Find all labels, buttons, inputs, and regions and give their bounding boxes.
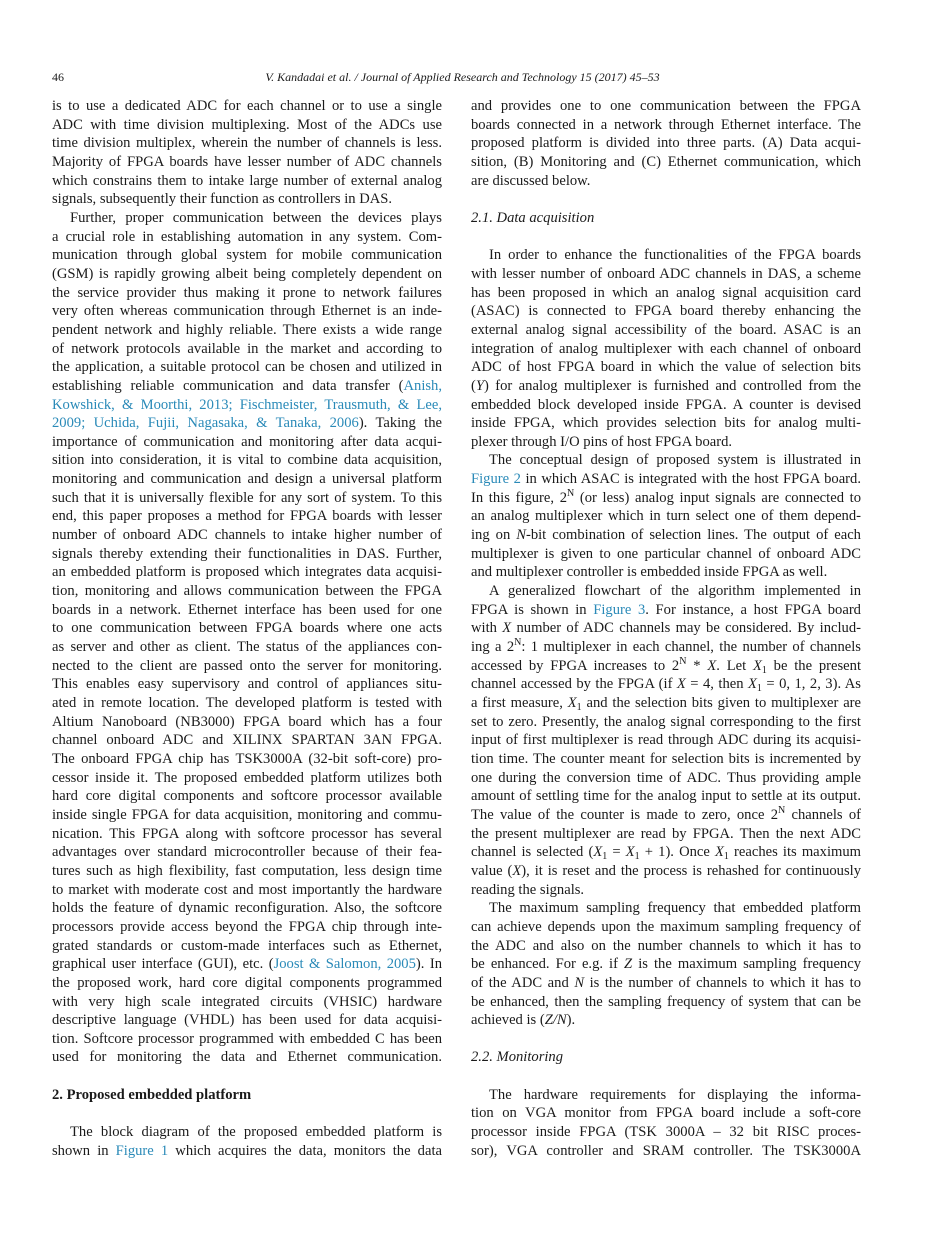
text-segment: of the ADC and — [471, 974, 575, 991]
text-line: integration of analog multiplexer with each channel of onboard — [471, 340, 861, 357]
paragraph — [471, 899, 861, 1030]
text-line — [471, 955, 861, 974]
math-symbol: X — [625, 844, 635, 861]
text-segment: channel accessed by the FPGA (if — [471, 676, 677, 693]
text-line: boards in a network. Ethernet interface has been used for one — [52, 601, 442, 618]
right-column — [471, 97, 861, 1160]
text-segment: establishing reliable communication and data transfer ( — [52, 377, 404, 394]
text-segment: In this figure, 2 — [471, 489, 567, 506]
text-line: signals, subsequently their function as controllers in DAS. — [52, 191, 393, 208]
text-segment: ing on — [471, 527, 517, 544]
text-line: holds the feature of dynamic reconfiguration. Also, the softcore — [52, 900, 442, 917]
text-line: munication through global system for mobile communication — [52, 247, 442, 264]
text-line — [471, 526, 861, 545]
math-symbol: X — [512, 862, 522, 879]
text-line: be enhanced, then the sampling frequency of system that can be — [471, 993, 861, 1010]
text-line: grated standards or custom-made interfaces such as Ethernet, — [52, 937, 442, 954]
text-line: embedded block developed inside FPGA. A counter is devised — [471, 396, 861, 413]
text-line: which constrains them to intake large number of external analog — [52, 172, 442, 189]
text-line: The maximum sampling frequency that embedded platform — [489, 900, 861, 917]
text-line — [471, 619, 861, 638]
text-line — [471, 862, 861, 881]
text-line: to one communication between FPGA boards where one acts — [52, 620, 442, 637]
text-segment: and the selection bits given to multiplexer are — [581, 695, 862, 711]
math-symbol: 1 — [634, 851, 640, 863]
text-segment: graphical user interface (GUI), etc. ( — [52, 956, 274, 973]
text-segment: = 4, then — [685, 676, 748, 693]
citation-link[interactable]: Joost & Salomon, 2005 — [273, 956, 416, 973]
text-line — [471, 657, 861, 676]
paragraph — [471, 582, 861, 899]
text-line: used for monitoring the data and Ethernet communication. — [52, 1049, 442, 1066]
math-symbol: X — [567, 695, 577, 711]
math-symbol: Z — [624, 956, 633, 973]
text-segment: number of ADC channels may be considered. By includ- — [511, 620, 861, 637]
text-line: tion time. The counter meant for selection bits is incremented by — [471, 750, 861, 767]
text-line: with lesser number of onboard ADC channels in DAS, a scheme — [471, 265, 861, 282]
text-segment: is the number of channels to which it has to — [584, 974, 861, 991]
text-segment: . For instance, a host FPGA board — [645, 601, 861, 618]
text-line: channel onboard ADC and XILINX SPARTAN 3AN FPGA. — [52, 732, 442, 749]
math-symbol: N — [567, 487, 575, 499]
page-number: 46 — [52, 70, 64, 84]
text-line: hard core digital components and softcore processor available — [52, 788, 442, 805]
math-symbol: Y — [475, 377, 484, 394]
text-line: and multiplexer controller is embedded inside FPGA as well. — [471, 564, 828, 581]
text-line: tion. Softcore processor programmed with embedded C has been — [52, 1030, 442, 1047]
text-line: The onboard FPGA chip has TSK3000A (32-bit soft-core) pro- — [52, 750, 442, 767]
paragraph — [471, 451, 861, 582]
text-line: The block diagram of the proposed embedded platform is — [70, 1124, 442, 1141]
text-line: and provides one to one communication between the FPGA — [471, 98, 861, 114]
text-segment: reaches its maximum — [728, 844, 862, 861]
text-line — [52, 396, 442, 415]
text-segment: ). — [566, 1012, 576, 1029]
text-segment: * — [686, 657, 708, 674]
text-line: advantages over standard microcontroller because of their fea- — [52, 844, 442, 861]
text-line: A generalized flowchart of the algorithm implemented in — [489, 583, 861, 600]
text-line — [471, 974, 861, 993]
math-symbol: N — [514, 637, 522, 649]
text-segment: . Let — [716, 657, 753, 674]
math-symbol: X — [707, 657, 717, 674]
text-line: signals thereby extending their functionalities in DAS. Further, — [52, 545, 442, 562]
text-line: sor), VGA controller and SRAM controller. The TSK3000A — [471, 1142, 861, 1159]
text-line: pendent network and highly reliable. There exists a wide range — [52, 321, 442, 338]
text-line: external analog signal accessibility of the board. ASAC is an — [471, 321, 861, 338]
text-line: the application, a suitable protocol can be chosen and utilized in — [52, 359, 442, 376]
text-segment: be the present — [766, 657, 862, 674]
text-line: inside single FPGA for data acquisition, monitoring and commu- — [52, 806, 442, 823]
paragraph — [52, 97, 442, 209]
text-line — [471, 694, 861, 713]
text-line: boards connected in a network through Ethernet interface. The — [471, 116, 861, 133]
text-segment: ) for analog multiplexer is furnished and controlled from the — [484, 377, 861, 394]
text-line: tion on VGA monitor from FPGA board include a soft-core — [471, 1105, 861, 1122]
text-segment: is the maximum sampling frequency — [632, 956, 861, 973]
text-line: multiplexer is given to one particular channel of onboard ADC — [471, 545, 861, 562]
citation-link[interactable]: Kowshick, & Moorthi, 2013; Fischmeister, Trausmuth, & Lee, — [52, 396, 442, 413]
math-symbol: X — [593, 844, 603, 861]
text-segment: = 0, 1, 2, 3). As — [761, 676, 861, 693]
text-line: processor inside FPGA (TSK 3000A – 32 bit RISC proces- — [471, 1124, 861, 1141]
text-segment: ( — [471, 377, 476, 394]
text-line — [471, 638, 861, 657]
text-line: such that it is universally flexible for any sort of system. To this — [52, 489, 442, 506]
text-line: ated in remote location. The developed platform is tested with — [52, 695, 442, 711]
section-heading: 2. Proposed embedded platform — [52, 1086, 252, 1103]
text-line: can achieve depends upon the maximum sampling frequency of — [471, 918, 861, 935]
text-segment: : 1 multiplexer in each channel, the number of channels — [521, 639, 861, 656]
math-symbol: N — [778, 804, 786, 816]
math-symbol: 1 — [723, 851, 729, 863]
text-segment: + 1). Once — [639, 844, 715, 861]
text-line: an embedded platform is proposed which integrates data acquisi- — [52, 564, 442, 581]
math-symbol: 1 — [756, 683, 762, 695]
math-symbol: X — [502, 620, 512, 637]
text-line: has been proposed in which an analog signal acquisition card — [471, 284, 861, 301]
text-line: set to zero. Presently, the analog signal corresponding to the first — [471, 713, 861, 730]
left-column — [52, 97, 442, 1160]
text-segment: The value of the counter is made to zero, once 2 — [471, 806, 779, 823]
text-segment: = — [607, 844, 626, 861]
citation-link[interactable]: Figure 2 — [471, 471, 521, 488]
text-line — [471, 489, 861, 508]
text-segment: -bit combination of selection lines. The output of each — [525, 527, 861, 544]
text-segment: which acquires the data, monitors the data — [168, 1142, 442, 1159]
text-line: descriptive language (VHDL) has been used for data acquisi- — [52, 1012, 442, 1029]
text-line — [52, 955, 442, 974]
subsection-heading: 2.1. Data acquisition — [471, 209, 595, 226]
text-line: the proposed work, hard core digital components programmed — [52, 974, 442, 991]
math-symbol: 1 — [576, 702, 582, 713]
text-segment: channels of — [785, 806, 861, 823]
running-head: V. Kandadai et al. / Journal of Applied Research and Technology 15 (2017) 45–53 — [265, 70, 660, 84]
text-line: end, this paper proposes a method for FPGA boards with lesser — [52, 508, 442, 525]
text-line: the present multiplexer are read by FPGA. Then the next ADC — [471, 825, 861, 842]
text-line: (GSM) is rapidly growing albeit being completely dependent on — [52, 265, 442, 282]
text-line: sition, (B) Monitoring and (C) Ethernet communication, which — [471, 153, 861, 170]
text-line: the ADC and also on the number channels to which it has to — [471, 937, 861, 954]
text-segment: be enhanced. For e.g. if — [471, 956, 625, 973]
math-symbol: N — [574, 974, 585, 991]
text-line — [471, 470, 861, 489]
text-line: monitoring and communication and design a universal platform — [52, 471, 442, 488]
text-line: an analog multiplexer which in turn select one of them depend- — [471, 508, 861, 525]
text-line — [471, 1011, 861, 1030]
text-line: amount of settling time for the analog input to settle at its output. — [471, 788, 861, 805]
text-line — [52, 377, 442, 396]
math-symbol: X — [748, 676, 757, 693]
paragraph — [471, 246, 861, 451]
citation-link[interactable]: Anish, — [403, 377, 442, 394]
subsection-heading: 2.2. Monitoring — [471, 1049, 564, 1066]
text-segment: ), it is reset and the process is rehashed for continuously — [521, 862, 861, 879]
citation-link[interactable]: Figure 3 — [593, 601, 646, 618]
text-segment: FPGA is shown in — [471, 601, 594, 618]
paragraph — [471, 97, 861, 190]
paragraph — [471, 1086, 861, 1161]
text-line: with very high scale integrated circuits (VHSIC) hardware — [52, 993, 442, 1010]
text-segment: accessed by FPGA increases to 2 — [471, 657, 680, 674]
text-segment: (or less) analog input signals are connected to — [574, 489, 861, 506]
text-line: tures such as high flexibility, fast computation, less design time — [52, 862, 442, 879]
paragraph — [52, 1123, 442, 1160]
text-line: The conceptual design of proposed system is illustrated in — [489, 452, 861, 469]
text-line: as server and other as client. The status of the appliances con- — [52, 639, 442, 656]
text-line — [471, 806, 861, 825]
text-segment: ing a 2 — [471, 639, 515, 656]
text-line — [471, 601, 861, 620]
text-segment: in which ASAC is integrated with the host FPGA board. — [520, 471, 861, 488]
text-line — [52, 414, 442, 433]
text-line: is to use a dedicated ADC for each channel or to use a single — [52, 98, 442, 114]
text-segment: a first measure, — [471, 695, 568, 711]
text-line: In order to enhance the functionalities of the FPGA boards — [489, 247, 861, 264]
math-symbol: X — [715, 844, 724, 861]
text-line: Further, proper communication between the devices plays — [70, 209, 442, 226]
math-symbol: 1 — [602, 851, 608, 863]
text-line: ADC with time division multiplexing. Most of the ADCs use — [52, 116, 442, 133]
paragraph — [52, 209, 442, 1067]
text-segment: shown in — [52, 1142, 116, 1159]
text-line: nected to the client are passed onto the server for monitoring. — [52, 657, 442, 674]
text-line: importance of communication and monitoring after data acqui- — [52, 433, 442, 450]
text-line: proposed platform is divided into three parts. (A) Data acqui- — [471, 135, 861, 152]
text-segment: with — [471, 620, 503, 637]
text-segment: channel is selected ( — [471, 844, 594, 861]
text-line: sition into consideration, it is vital to combine data acquisition, — [52, 452, 442, 469]
text-line — [471, 843, 861, 862]
text-line: inside FPGA, which provides selection bits for analog multi- — [471, 415, 861, 432]
text-line: The hardware requirements for displaying the informa- — [489, 1086, 861, 1103]
text-line: are discussed below. — [471, 172, 591, 189]
text-line: one during the conversion time of ADC. Thus providing ample — [471, 769, 861, 786]
math-symbol: N — [679, 655, 687, 667]
math-symbol: 1 — [761, 664, 767, 676]
text-line: Altium Nanoboard (NB3000) FPGA board which has a four — [52, 713, 442, 730]
math-symbol: X — [752, 657, 762, 674]
text-line: processors provide access beyond the FPGA chip through inte- — [52, 918, 442, 935]
text-line: reading the signals. — [471, 881, 585, 898]
text-line: to market with moderate cost and most importantly the hardware — [52, 881, 442, 898]
text-line: very often whereas communication through Ethernet is an inde- — [52, 303, 442, 320]
citation-link[interactable]: Figure 1 — [115, 1142, 169, 1159]
text-line — [52, 1142, 442, 1161]
text-line: input of first multiplexer is read through ADC during its acquisi- — [471, 732, 861, 749]
text-line: number of onboard ADC channels to intake higher number of — [52, 527, 442, 544]
text-line: cessor inside it. The proposed embedded platform utilizes both — [52, 769, 442, 786]
math-symbol: N — [516, 527, 526, 544]
text-line: the service provider thus making it prone to network failures — [52, 284, 442, 301]
text-segment: value ( — [471, 862, 513, 879]
text-line: time division multiplex, wherein the number of channels is less. — [52, 135, 442, 152]
text-line: This enables easy supervisory and control of appliances situ- — [52, 676, 442, 693]
text-segment: ). In — [415, 956, 442, 973]
text-line: plexer through I/O pins of host FPGA board. — [471, 433, 733, 450]
text-segment: achieved is ( — [471, 1012, 545, 1029]
math-symbol: Z/N — [544, 1012, 567, 1029]
text-line: tion, monitoring and allows communication between the FPGA — [52, 583, 442, 600]
text-line: (ASAC) is connected to FPGA board thereby enhancing the — [471, 303, 861, 320]
text-segment: ). Taking the — [358, 415, 442, 432]
text-line: ADC of host FPGA board in which the value of selection bits — [471, 359, 861, 376]
text-line — [471, 377, 861, 396]
text-line: Majority of FPGA boards have lesser number of ADC channels — [52, 153, 442, 170]
math-symbol: X — [676, 676, 686, 693]
text-line: a crucial role in establishing automation in any system. Com- — [52, 228, 442, 245]
text-line — [471, 675, 861, 694]
text-line: of network protocols available in the market and according to — [52, 340, 442, 357]
text-line: nication. This FPGA along with softcore processor has several — [52, 825, 442, 842]
citation-link[interactable]: 2009; Uchida, Fujii, Nagasaka, & Tanaka, 2006 — [52, 415, 359, 432]
